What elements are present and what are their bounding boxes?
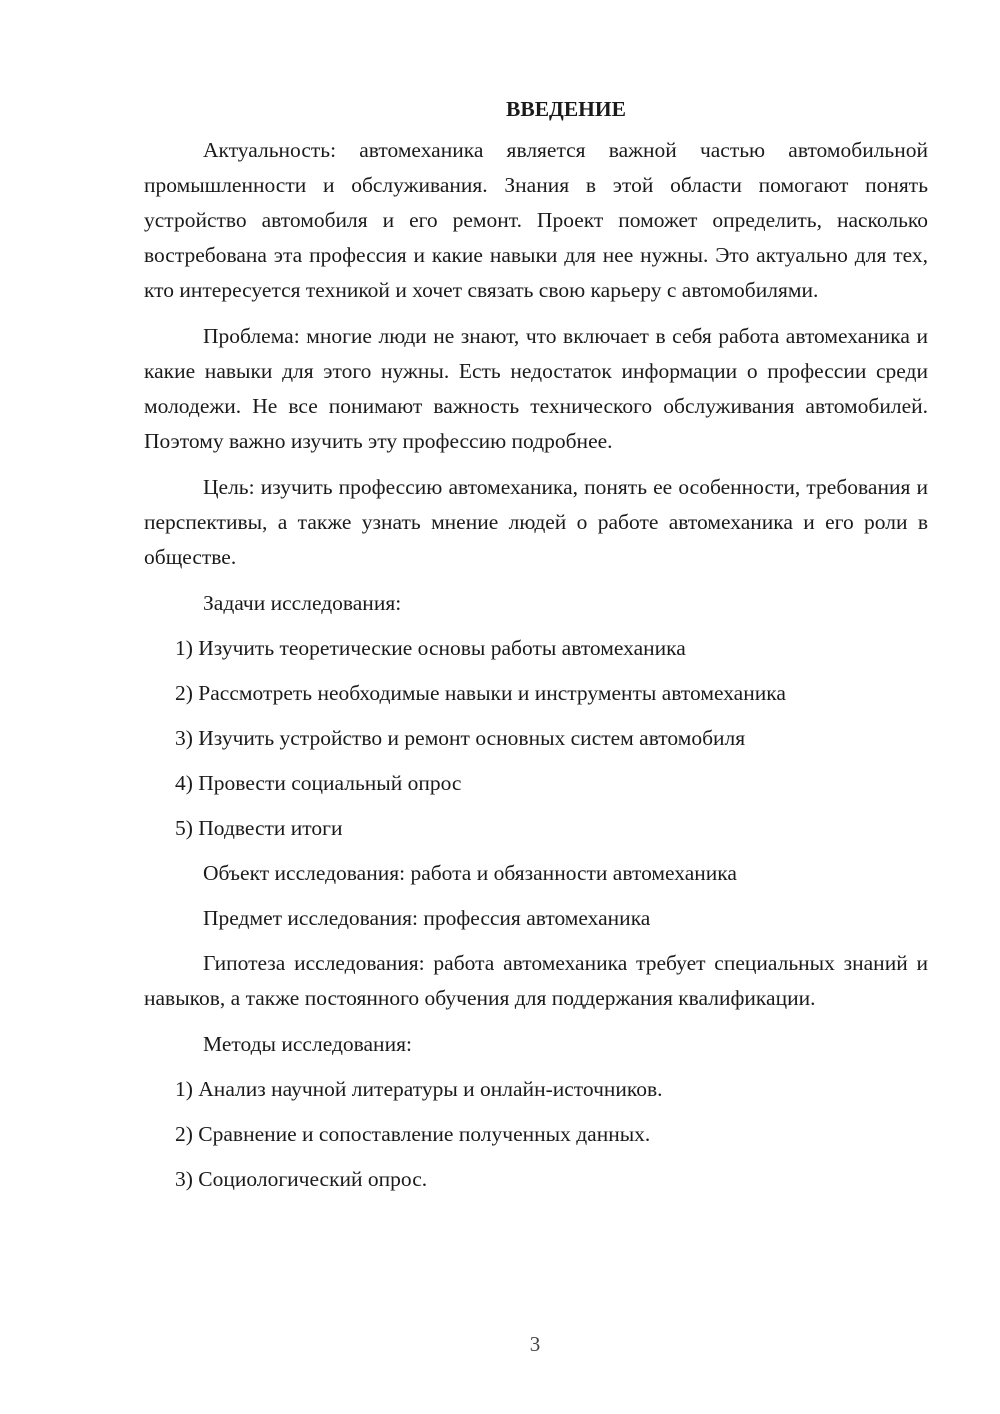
methods-list (144, 1072, 928, 1197)
subject-paragraph: Предмет исследования: профессия автомеханика (203, 906, 651, 930)
task-item: 1) Изучить теоретические основы работы автомеханика (175, 636, 686, 660)
relevance-paragraph: Актуальность: автомеханика является важной частью автомобильной промышленности и обслуживания. Знания в этой области помогают понять устройство автомобиля и его ремонт. Проект поможет определить, насколько востребована эта профессия и какие навыки для нее нужны. Это актуально для тех, кто интересуется техникой и хочет связать свою карьеру с автомобилями. (144, 138, 928, 302)
task-item: 3) Изучить устройство и ремонт основных систем автомобиля (175, 726, 746, 750)
tasks-heading: Задачи исследования: (203, 591, 402, 615)
task-item: 5) Подвести итоги (175, 816, 343, 840)
goal-paragraph: Цель: изучить профессию автомеханика, понять ее особенности, требования и перспективы, а также узнать мнение людей о работе автомеханика и его роли в обществе. (144, 475, 928, 569)
tasks-list (144, 631, 928, 846)
object-paragraph: Объект исследования: работа и обязанности автомеханика (203, 861, 737, 885)
task-item: 2) Рассмотреть необходимые навыки и инструменты автомеханика (175, 681, 786, 705)
method-item: 1) Анализ научной литературы и онлайн-источников. (175, 1077, 663, 1101)
task-item: 4) Провести социальный опрос (175, 771, 462, 795)
document-page (144, 92, 928, 1207)
method-item: 3) Социологический опрос. (175, 1167, 428, 1191)
hypothesis-paragraph: Гипотеза исследования: работа автомеханика требует специальных знаний и навыков, а также постоянного обучения для поддержания квалификации. (144, 951, 928, 1010)
methods-heading: Методы исследования: (203, 1032, 412, 1056)
page-number: 3 (529, 1332, 541, 1356)
problem-paragraph: Проблема: многие люди не знают, что включает в себя работа автомеханика и какие навыки для этого нужны. Есть недостаток информации о профессии среди молодежи. Не все понимают важность технического обслуживания автомобилей. Поэтому важно изучить эту профессию подробнее. (144, 324, 928, 453)
document-title: ВВЕДЕНИЕ (506, 97, 626, 121)
method-item: 2) Сравнение и сопоставление полученных данных. (175, 1122, 651, 1146)
